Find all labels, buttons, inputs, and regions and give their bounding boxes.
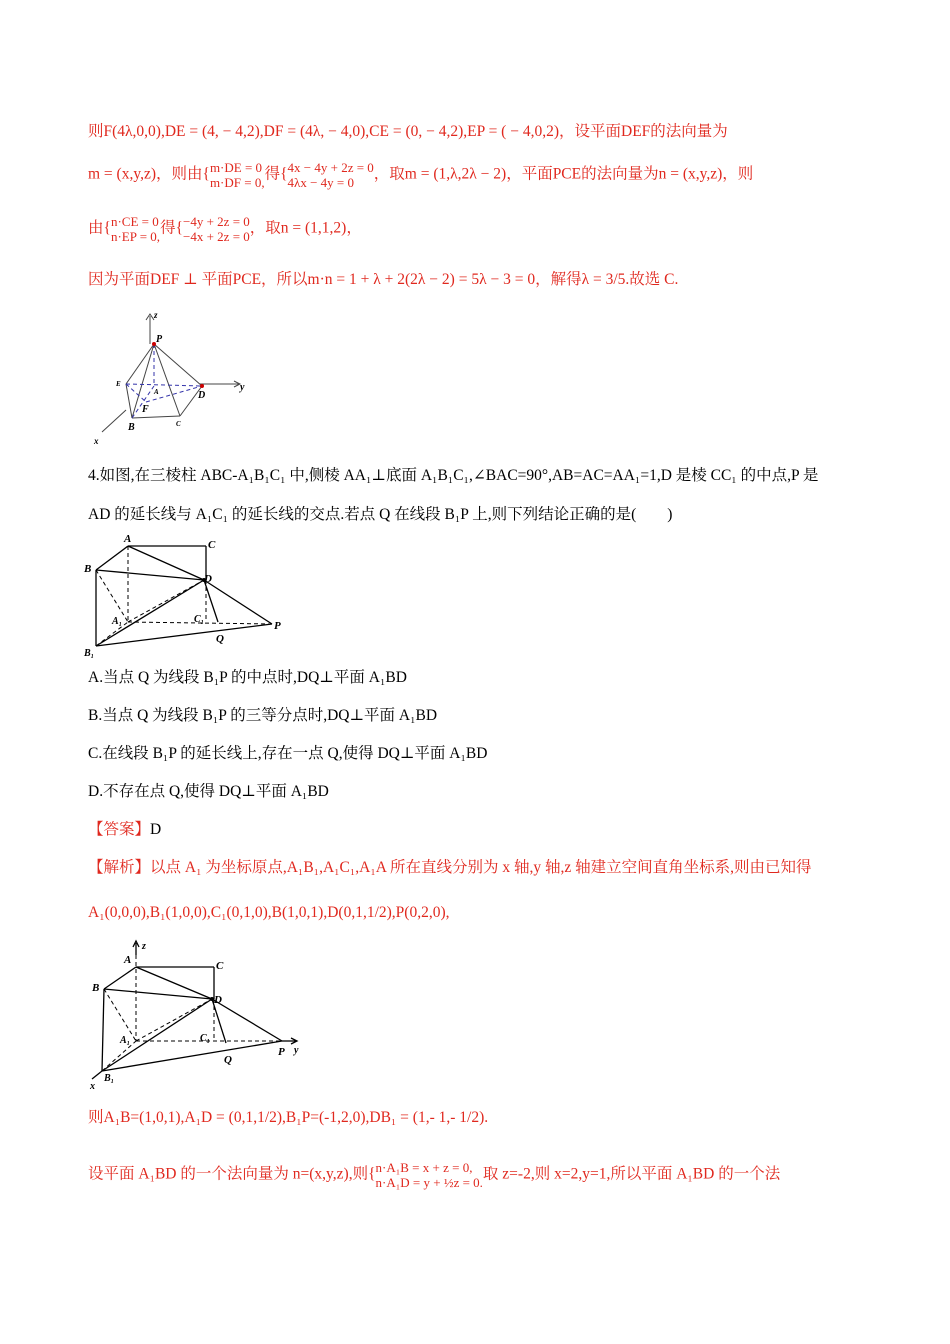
solution-line-2-start: m = (x,y,z)，则由{ <box>88 165 210 183</box>
analysis-line-4-end: 取 z=-2,则 x=2,y=1,所以平面 A₁BD 的一个法 <box>482 1165 781 1183</box>
fig1-label-F: F <box>142 404 149 415</box>
fig3-label-A1: A₁ <box>120 1035 131 1046</box>
fig3-label-A: A <box>124 954 132 966</box>
system-3-eq-a: n·CE = 0 <box>110 214 159 229</box>
solution-line-3-start: 由{ <box>88 219 111 237</box>
option-d: D.不存在点 Q,使得 DQ⊥平面 A₁BD <box>88 783 329 800</box>
solution-line-4: 因为平面DEF ⊥ 平面PCE，所以m·n = 1 + λ + 2(2λ − 2) = 5λ − 3 = 0，解得λ = 3/5.故选 C. <box>88 271 679 288</box>
analysis-tag: 【解析】 <box>88 859 151 876</box>
solution-line-2-mid: 得{ <box>264 165 288 183</box>
system-3 <box>111 214 160 244</box>
fig3-label-C1: C₁ <box>200 1033 211 1044</box>
question-line-1: 4.如图,在三棱柱 ABC-A₁B₁C₁ 中,侧棱 AA₁⊥底面 A₁B₁C₁,∠BAC=90°,AB=AC=AA₁=1,D 是棱 CC₁ 的中点,P 是 <box>88 467 819 484</box>
fig3-label-D: D <box>214 994 222 1006</box>
solution-line-3-end: ，取n = (1,1,2)， <box>249 219 362 237</box>
system-2-eq-b: 4λx − 4y = 0 <box>287 175 354 190</box>
system-4-eq-b: −4x + 2z = 0 <box>183 229 250 244</box>
analysis-line-1-text: 以点 A₁ 为坐标原点,A₁B₁,A₁C₁,A₁A 所在直线分别为 x 轴,y 轴,z 轴建立空间直角坐标系,则由已知得 <box>150 859 812 876</box>
analysis-line-4-start: 设平面 A₁BD 的一个法向量为 n=(x,y,z),则{ <box>88 1165 376 1183</box>
fig2-label-B1: B₁ <box>84 648 95 659</box>
figure-prism <box>82 530 292 660</box>
fig2-label-P: P <box>274 620 281 632</box>
fig2-label-Q: Q <box>216 633 224 645</box>
fig1-label-C: C <box>176 420 181 428</box>
fig2-label-B: B <box>84 563 92 575</box>
fig3-label-B: B <box>92 982 100 994</box>
figure-pyramid <box>90 306 260 448</box>
solution-line-3 <box>88 214 362 244</box>
system-2 <box>288 160 374 190</box>
fig2-label-A1: A₁ <box>112 616 123 627</box>
analysis-line-1 <box>88 858 812 878</box>
fig1-label-E: E <box>116 380 121 388</box>
fig1-label-z: z <box>154 310 158 320</box>
system-4 <box>183 214 250 244</box>
answer-tag: 【答案】 <box>88 821 151 838</box>
system-2-eq-a: 4x − 4y + 2z = 0 <box>287 160 374 175</box>
solution-line-2-end: ，取m = (1,λ,2λ − 2)，平面PCE的法向量为n = (x,y,z)，则 <box>373 165 754 183</box>
system-5 <box>376 1160 483 1190</box>
fig3-label-P: P <box>278 1046 285 1058</box>
fig3-label-Q: Q <box>224 1054 232 1066</box>
fig2-label-C1: C₁ <box>194 614 205 625</box>
analysis-line-3: 则A₁B=(1,0,1),A₁D = (0,1,1/2),B₁P=(-1,2,0),DB₁ = (1,- 1,- 1/2). <box>88 1109 489 1126</box>
system-3-eq-b: n·EP = 0, <box>110 229 161 244</box>
solution-line-2 <box>88 160 753 190</box>
figure-prism-axes <box>82 935 312 1090</box>
fig3-label-x: x <box>90 1081 95 1090</box>
system-1 <box>210 160 265 190</box>
fig3-label-C: C <box>216 960 224 972</box>
solution-line-1: 则F(4λ,0,0),DE = (4, − 4,2),DF = (4λ, − 4,0),CE = (0, − 4,2),EP = ( − 4,0,2)，设平面DEF的法向量为 <box>88 123 728 140</box>
analysis-line-2: A₁(0,0,0),B₁(1,0,0),C₁(0,1,0),B(1,0,1),D(0,1,1/2),P(0,2,0), <box>88 904 450 921</box>
fig3-label-y: y <box>294 1045 299 1056</box>
system-1-eq-a: m·DE = 0 <box>209 160 263 175</box>
question-line-2: AD 的延长线与 A₁C₁ 的延长线的交点.若点 Q 在线段 B₁P 上,则下列结论正确的是( ) <box>88 506 673 523</box>
fig1-label-P: P <box>156 334 163 345</box>
fig2-label-D: D <box>204 573 212 585</box>
fig1-label-x: x <box>94 436 99 446</box>
fig1-label-B: B <box>128 422 135 433</box>
fig1-label-y: y <box>240 382 245 393</box>
option-b: B.当点 Q 为线段 B₁P 的三等分点时,DQ⊥平面 A₁BD <box>88 707 438 724</box>
fig1-label-A: A <box>154 388 159 396</box>
solution-line-3-mid: 得{ <box>160 219 184 237</box>
fig2-label-A: A <box>124 533 132 545</box>
system-5-eq-b: n·A₁D = y + ½z = 0. <box>375 1175 483 1190</box>
answer-line <box>88 820 161 840</box>
option-c: C.在线段 B₁P 的延长线上,存在一点 Q,使得 DQ⊥平面 A₁BD <box>88 745 488 762</box>
answer-value: D <box>150 821 162 838</box>
analysis-line-4 <box>88 1160 780 1190</box>
fig1-label-D: D <box>198 390 206 401</box>
fig2-label-C: C <box>208 539 216 551</box>
fig3-label-z: z <box>142 941 146 952</box>
fig3-label-B1: B₁ <box>104 1073 115 1084</box>
system-4-eq-a: −4y + 2z = 0 <box>183 214 250 229</box>
system-5-eq-a: n·A₁B = x + z = 0, <box>375 1160 473 1175</box>
system-1-eq-b: m·DF = 0, <box>209 175 265 190</box>
option-a: A.当点 Q 为线段 B₁P 的中点时,DQ⊥平面 A₁BD <box>88 669 407 686</box>
